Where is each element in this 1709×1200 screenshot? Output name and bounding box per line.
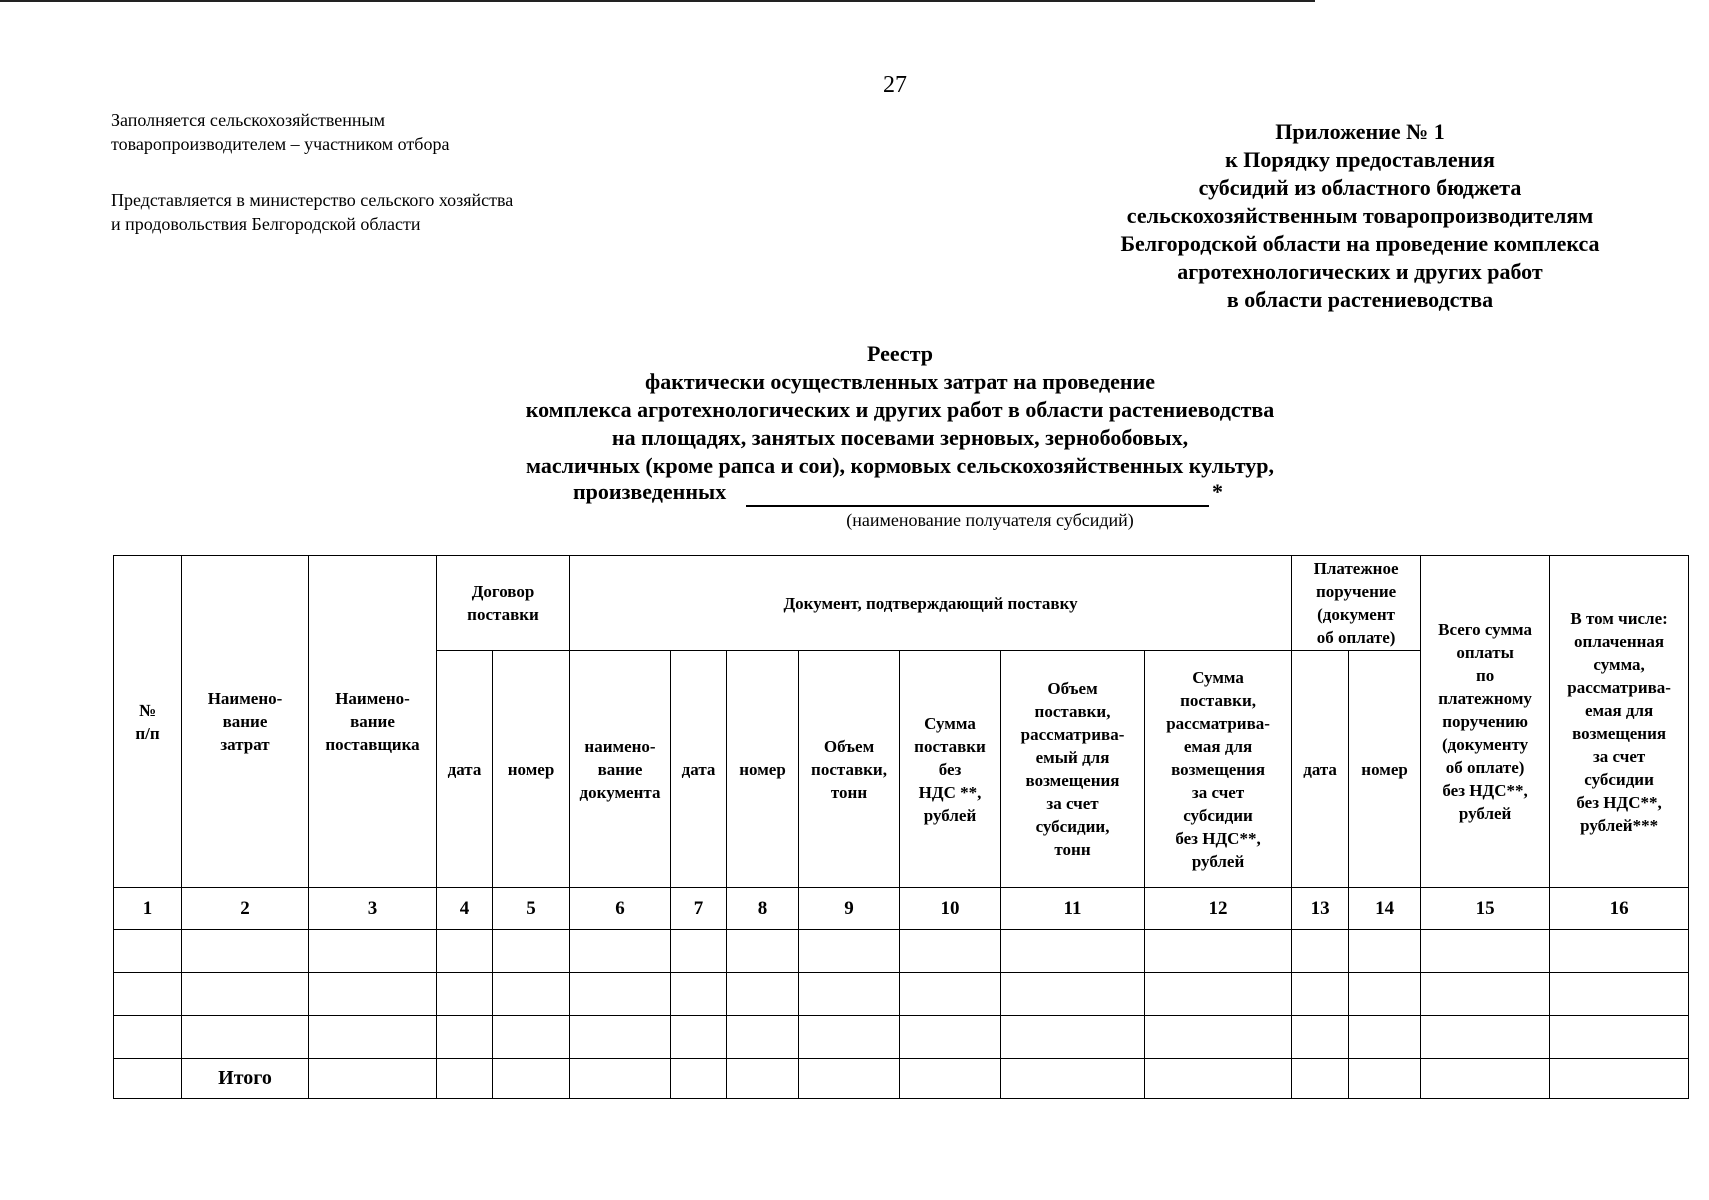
table-cell[interactable] [1349,1059,1421,1099]
table-cell[interactable] [114,973,182,1016]
table-cell[interactable] [570,1059,671,1099]
table-cell[interactable] [1001,1059,1145,1099]
table-cell[interactable] [799,1016,900,1059]
table-cell[interactable] [1145,1016,1292,1059]
table-row [114,930,1689,973]
table-cell[interactable] [1349,930,1421,973]
column-number: 16 [1550,888,1689,930]
table-cell[interactable] [437,930,493,973]
table-cell[interactable] [1145,930,1292,973]
table-cell[interactable] [1001,930,1145,973]
annex-heading: Приложение № 1 к Порядку предоставления субсидий из областного бюджета сельскохозяйственным товаропроизводителям Белгородской области на проведение комплекса агротехнологических и других работ в области растениеводства [1120,119,1600,312]
table-cell[interactable] [493,973,570,1016]
table-cell[interactable] [671,1016,727,1059]
column-number-row [114,888,1689,930]
column-number: 15 [1421,888,1550,930]
table-cell[interactable] [671,930,727,973]
column-number: 4 [437,888,493,930]
column-number: 10 [900,888,1001,930]
table-cell[interactable] [437,1016,493,1059]
group-header-payment-order: Платежное поручение (документ об оплате) [1292,556,1421,651]
col-header-doc-number: номер [727,651,799,888]
col-header-contract-number: номер [493,651,570,888]
table-cell[interactable] [182,973,309,1016]
col-header-supplier: Наимено- вание поставщика [309,556,437,888]
col-header-no: № п/п [114,556,182,888]
column-number: 2 [182,888,309,930]
table-cell[interactable] [1421,930,1550,973]
column-number: 1 [114,888,182,930]
col-header-cost-name: Наимено- вание затрат [182,556,309,888]
table-cell[interactable] [799,973,900,1016]
table-cell[interactable] [493,1059,570,1099]
top-border-line [0,0,1315,2]
table-cell [114,1059,182,1099]
submitted-to-note: Представляется в министерство сельского хозяйства и продовольствия Белгородской области [111,190,514,234]
table-cell[interactable] [1292,973,1349,1016]
table-cell[interactable] [799,930,900,973]
column-number: 11 [1001,888,1145,930]
table-cell[interactable] [671,973,727,1016]
table-cell[interactable] [1001,973,1145,1016]
table-cell[interactable] [900,973,1001,1016]
column-number: 14 [1349,888,1421,930]
table-cell[interactable] [1001,1016,1145,1059]
table-cell[interactable] [493,930,570,973]
page-number: 27 [883,72,907,98]
col-header-contract-date: дата [437,651,493,888]
table-cell[interactable] [182,1016,309,1059]
table-cell[interactable] [114,1016,182,1059]
table-cell[interactable] [570,1016,671,1059]
table-cell[interactable] [900,1016,1001,1059]
recipient-footnote-star: * [1212,479,1223,504]
table-cell[interactable] [1292,1059,1349,1099]
col-header-total-paid: Всего сумма оплаты по платежному поручению (документу об оплате) без НДС**, рублей [1421,556,1550,888]
table-row [114,973,1689,1016]
column-number: 3 [309,888,437,930]
table-cell[interactable] [1421,1016,1550,1059]
filled-by-note: Заполняется сельскохозяйственным товаропроизводителем – участником отбора [111,110,450,154]
register-table [113,555,1689,1099]
col-header-volume: Объем поставки, тонн [799,651,900,888]
group-header-contract: Договор поставки [437,556,570,651]
table-cell[interactable] [570,930,671,973]
table-cell[interactable] [437,973,493,1016]
table-cell[interactable] [437,1059,493,1099]
table-row [114,1016,1689,1059]
table-cell[interactable] [1145,1059,1292,1099]
column-number: 9 [799,888,900,930]
table-cell[interactable] [1421,1059,1550,1099]
table-cell[interactable] [182,930,309,973]
table-cell[interactable] [727,930,799,973]
col-header-sum-no-vat: Сумма поставки без НДС **, рублей [900,651,1001,888]
col-header-doc-date: дата [671,651,727,888]
table-cell[interactable] [309,973,437,1016]
col-header-doc-name: наимено- вание документа [570,651,671,888]
table-cell[interactable] [1550,973,1689,1016]
table-cell[interactable] [1145,973,1292,1016]
group-header-delivery-document: Документ, подтверждающий поставку [570,556,1292,651]
column-number: 6 [570,888,671,930]
column-number: 7 [671,888,727,930]
column-number: 5 [493,888,570,930]
table-cell[interactable] [1292,930,1349,973]
recipient-hint: (наименование получателя субсидий) [846,510,1134,530]
total-row [114,1059,1689,1099]
col-header-sum-subsidy: Сумма поставки, рассматрива- емая для возмещения за счет субсидии без НДС**, рублей [1145,651,1292,888]
table-cell[interactable] [727,973,799,1016]
table-cell[interactable] [727,1016,799,1059]
table-cell[interactable] [727,1059,799,1099]
total-label: Итого [182,1059,309,1099]
table-cell[interactable] [900,1059,1001,1099]
col-header-payment-number: номер [1349,651,1421,888]
table-cell[interactable] [1550,1016,1689,1059]
column-number: 8 [727,888,799,930]
table-cell[interactable] [1292,1016,1349,1059]
table-cell[interactable] [1421,973,1550,1016]
col-header-volume-subsidy: Объем поставки, рассматрива- емый для возмещения за счет субсидии, тонн [1001,651,1145,888]
table-cell[interactable] [1550,1059,1689,1099]
col-header-payment-date: дата [1292,651,1349,888]
table-cell[interactable] [799,1059,900,1099]
table-cell[interactable] [1349,973,1421,1016]
table-cell[interactable] [1550,930,1689,973]
table-cell[interactable] [900,930,1001,973]
table-cell[interactable] [493,1016,570,1059]
column-number: 12 [1145,888,1292,930]
column-number: 13 [1292,888,1349,930]
document-title: Реестр фактически осуществленных затрат на проведение комплекса агротехнологических и других работ в области растениеводства на площадях, занятых посевами зерновых, зернобобовых, масличных (кроме рапса и сои), кормовых сельскохозяйственных культур, [525,341,1275,478]
col-header-including-paid: В том числе: оплаченная сумма, рассматрива- емая для возмещения за счет субсидии без НДС**, рублей*** [1550,556,1689,888]
table-cell[interactable] [671,1059,727,1099]
table-cell[interactable] [570,973,671,1016]
header-row-groups [114,556,1689,651]
table-cell[interactable] [309,1016,437,1059]
table-cell[interactable] [114,930,182,973]
recipient-name-field-line[interactable] [746,505,1209,507]
table-cell[interactable] [1349,1016,1421,1059]
table-cell[interactable] [309,1059,437,1099]
recipient-label: произведенных [573,479,727,504]
table-cell[interactable] [309,930,437,973]
